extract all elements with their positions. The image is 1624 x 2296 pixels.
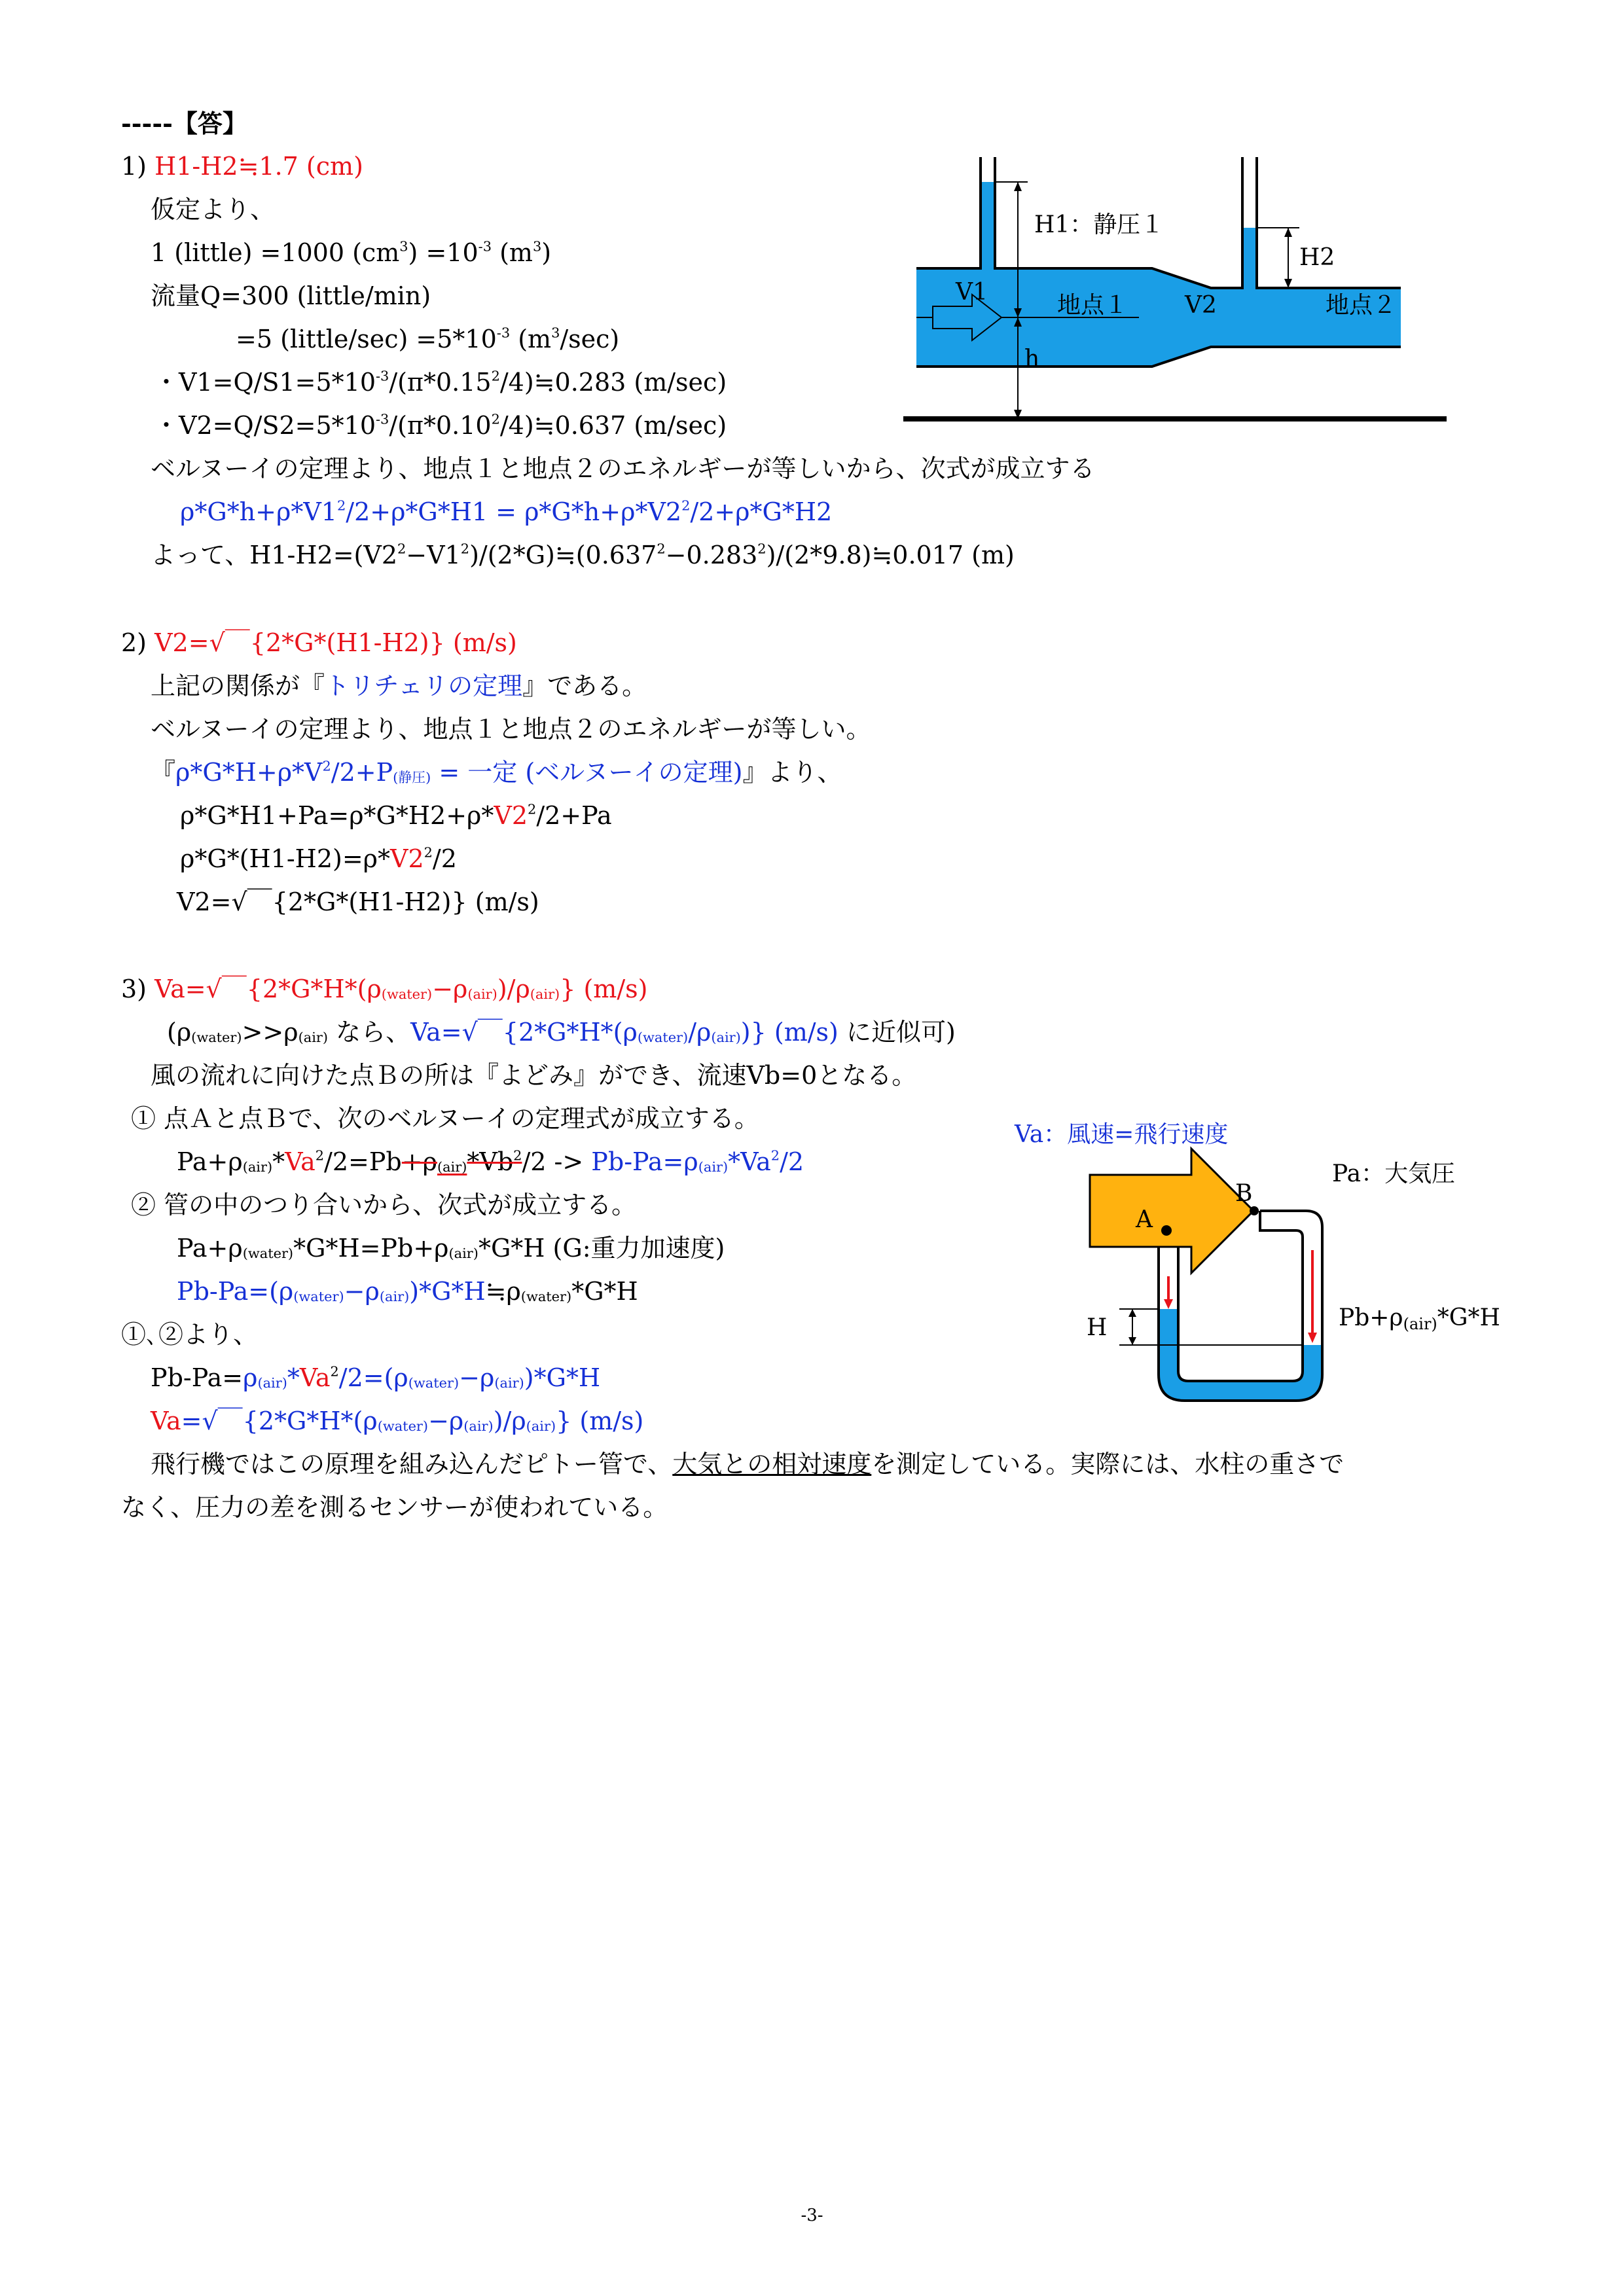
v2-label: V2 <box>1185 292 1217 319</box>
v1-label: V1 <box>956 279 988 306</box>
h1-arrow-top <box>1014 182 1022 191</box>
page-number: -3- <box>801 2206 823 2225</box>
u-tube-water <box>1159 1309 1322 1401</box>
standpipe-2-water <box>1244 228 1255 290</box>
q3-line-11: Va=√￣$\{2*G*H*(\rho_{(water)}-\rho_{(air)})/\rho_{(air)}\}$ (m/s) <box>151 1407 644 1435</box>
q3-line-6: ② 管の中のつり合いから、次式が成立する。 <box>131 1191 637 1219</box>
wind-arrow-icon <box>1090 1149 1254 1273</box>
relative-speed-underlined: 大気との相対速度 <box>672 1450 872 1479</box>
q2-line-2: ベルヌーイの定理より、地点１と地点２のエネルギーが等しい。 <box>151 715 871 744</box>
q3-line-2: ($\rho_{(water)}>>\rho_{(air)}$ なら、Va=√￣$\{2*G*H*(\rho_{(water)}/\rho_{(air)})\}$ (m/s) に近似可) <box>167 1018 956 1047</box>
q1-line-4: =5 (little/sec) $=5*10^{-3}$ $(m^3/\sec)$ <box>236 325 620 353</box>
q3-line-3: 風の流れに向けた点Ｂの所は『よどみ』ができ、流速Vb=0となる。 <box>151 1061 917 1090</box>
q1-line-6: ・$V2=Q/S2=5*10^{-3}/(\pi*0.10^2/4)≒0.637$ (m/sec) <box>154 411 727 440</box>
h2-label: H2 <box>1299 244 1335 271</box>
q3-heading: 3) Va=√￣$\{2*G*H*(\rho_{(water)}-\rho_{(air)})/\rho_{(air)}\}$ (m/s) <box>121 975 648 1003</box>
q1-line-5: ・$V1=Q/S1=5*10^{-3}/(\pi*0.15^2/4)≒0.283$ (m/sec) <box>154 368 727 397</box>
q1-line-9: よって、$H1-H2=(V2^2-V1^2)/(2*G)≒(0.637^2-0.283^2)/(2*9.8)≒0.017$ (m) <box>151 541 1015 569</box>
q3-line-12: 飛行機ではこの原理を組み込んだピトー管で、大気との相対速度を測定している。実際には、水柱の重さで <box>151 1450 1344 1479</box>
q3-line-5: $Pa+\rho_{(air)}*Va^2/2=Pb+\rho_{(air)}*Vb^2/2 -> Pb-Pa=\rho_{(air)}*Va^2/2$ <box>177 1147 804 1176</box>
q1-equation: $\rho*G*h+\rho*V1^2/2+\rho*G*H1 = \rho*G*h+\rho*V2^2/2+\rho*G*H2$ <box>180 497 833 526</box>
q2-line-3: 『$\rho*G*H+\rho*V^2/2+P_{(静圧)}$ = 一定 (ベルヌーイの定理)』より、 <box>151 758 842 787</box>
q1-line-3: 流量Q=300 (little/min) <box>151 281 431 310</box>
point-a-label: A <box>1136 1206 1153 1233</box>
q3-line-9: ①､②より、 <box>121 1320 259 1349</box>
q3-line-13: なく、圧力の差を測るセンサーが使われている。 <box>121 1493 668 1522</box>
q2-line-5: $\rho*G*(H1-H2)=\rho*V2^2/2$ <box>180 844 457 873</box>
q3-line-7: $Pa+\rho_{(water)}*G*H=Pb+\rho_{(air)}*G*H$ (G:重力加速度) <box>177 1234 725 1263</box>
standpipe-1-water <box>982 182 994 270</box>
point-1-label: 地点１ <box>1057 292 1128 319</box>
venturi-diagram <box>903 157 1453 432</box>
q1-number: 1) <box>121 152 147 181</box>
pb-label: Pb+ρ(air)*G*H <box>1339 1304 1500 1333</box>
q1-line-7: ベルヌーイの定理より、地点１と地点２のエネルギーが等しいから、次式が成立する <box>151 454 1095 483</box>
q1-line-2: 1 (little) =1000 $(cm^3) =10^{-3}$ $(m^3)$ <box>151 238 552 267</box>
point-b-dot <box>1250 1206 1259 1215</box>
q2-line-4: $\rho*G*H1+Pa=\rho*G*H2+\rho*V2^2/2+Pa$ <box>180 801 612 830</box>
point-2-label: 地点２ <box>1326 292 1397 319</box>
point-b-label: B <box>1235 1180 1253 1207</box>
q2-heading: 2) V2=√￣{2*G*(H1-H2)} (m/s) <box>121 628 517 657</box>
q1-answer: H1-H2≒1.7 (cm) <box>154 152 363 181</box>
q1-line-1: 仮定より、 <box>151 195 276 224</box>
q3-line-4: ① 点Ａと点Ｂで、次のベルヌーイの定理式が成立する。 <box>131 1104 759 1133</box>
point-a-dot <box>1161 1225 1172 1236</box>
q1-heading <box>121 151 363 182</box>
q3-line-8: $Pb-Pa=(\rho_{(water)}-\rho_{(air)})*G*H≒\rho_{(water)}*G*H$ <box>177 1277 638 1306</box>
q3-answer: Va=√￣$\{2*G*H*(\rho_{(water)}-\rho_{(air)})/\rho_{(air)}\}$ (m/s) <box>154 975 648 1003</box>
q3-line-10: $Pb-Pa=\rho_{(air)}*Va^2/2=(\rho_{(water)}-\rho_{(air)})*G*H$ <box>151 1363 601 1392</box>
pitot-h-label: H <box>1087 1314 1108 1341</box>
q2-answer: V2=√￣{2*G*(H1-H2)} (m/s) <box>154 628 517 657</box>
answer-header: -----【答】 <box>121 109 247 138</box>
pa-label: Pa：大気圧 <box>1332 1160 1456 1187</box>
h-label: h <box>1024 346 1040 372</box>
va-label: Va：風速=飛行速度 <box>1015 1121 1229 1148</box>
pitot-diagram <box>1001 1113 1519 1414</box>
q2-line-6: V2=√￣{2*G*(H1-H2)} (m/s) <box>177 888 539 916</box>
q2-line-1: 上記の関係が『トリチェリの定理』である。 <box>151 672 647 700</box>
h1-label: H1：静圧１ <box>1034 211 1164 238</box>
